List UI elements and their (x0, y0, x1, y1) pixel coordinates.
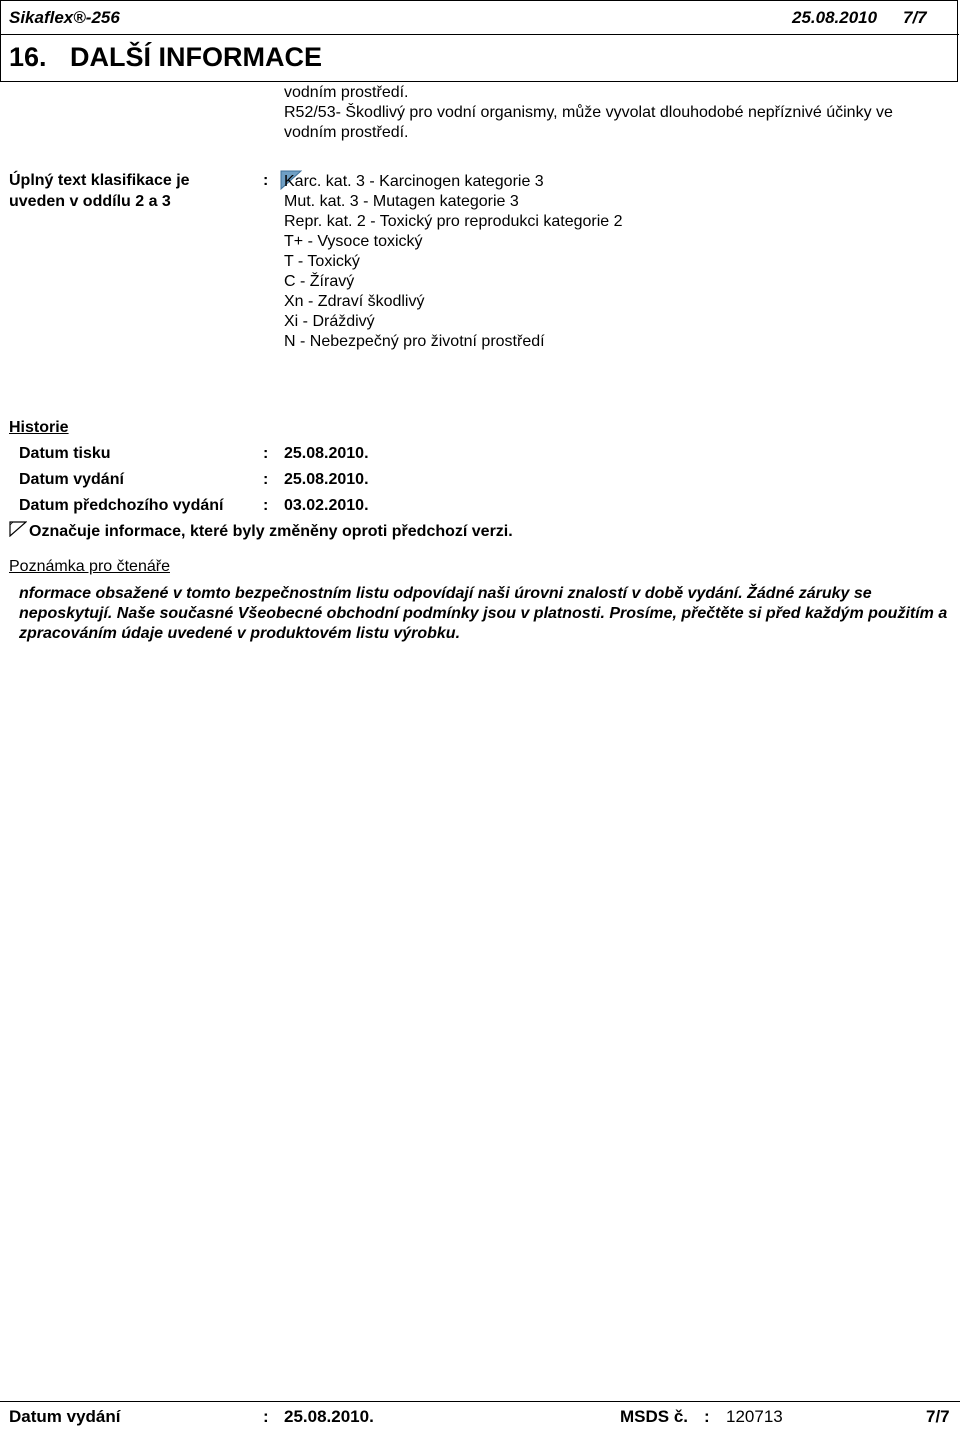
footer-box (0, 1401, 960, 1438)
classification-list (284, 172, 623, 352)
r-phrase-line-2: R52/53- Škodlivý pro vodní organismy, může vyvolat dlouhodobé nepříznivé účinky ve (284, 104, 893, 121)
footer-page-number: 7/7 (926, 1407, 950, 1426)
classification-label-line-1: Úplný text klasifikace je (9, 172, 190, 189)
classification-colon: : (263, 172, 269, 189)
history-heading: Historie (9, 419, 69, 436)
change-marker-legend: Označuje informace, které byly změněny oproti předchozí verzi. (29, 523, 513, 540)
history-value-print-date: 25.08.2010. (284, 445, 369, 462)
r-phrase-line-1: vodním prostředí. (284, 84, 409, 101)
classification-item: N - Nebezpečný pro životní prostředí (284, 333, 545, 350)
footer-issue-label: Datum vydání (9, 1407, 121, 1426)
history-colon: : (263, 445, 269, 462)
footer-msds-label: MSDS č. (620, 1407, 689, 1426)
footer-msds-colon: : (704, 1407, 710, 1426)
footer-msds-number: 120713 (726, 1407, 783, 1426)
header-date: 25.08.2010 (792, 8, 878, 27)
r-phrase-line-3: vodním prostředí. (284, 124, 409, 141)
classification-label-line-2: uveden v oddílu 2 a 3 (9, 193, 171, 210)
classification-item: Karc. kat. 3 - Karcinogen kategorie 3 (284, 173, 544, 190)
footer-colon: : (263, 1407, 269, 1426)
classification-item: C - Žíravý (284, 273, 355, 290)
classification-item: Xi - Dráždivý (284, 313, 375, 330)
history-label-issue-date: Datum vydání (19, 471, 124, 488)
history-label-print-date: Datum tisku (19, 445, 111, 462)
reader-note-text: nformace obsažené v tomto bezpečnostním listu odpovídají naši úrovni znalostí v době vydání. Žádné záruky se neposkytují. Naše současné Všeobecné obchodní podmínky jsou v platnosti. Prosíme, přečtěte si před každým použitím a zpracováním údaje uvedené v produktovém listu výrobku. (19, 585, 948, 642)
change-marker-legend-icon (9, 521, 27, 537)
classification-item: Mut. kat. 3 - Mutagen kategorie 3 (284, 193, 519, 210)
history-value-previous-date: 03.02.2010. (284, 497, 369, 514)
history-colon: : (263, 471, 269, 488)
history-colon: : (263, 497, 269, 514)
product-name: Sikaflex®-256 (9, 8, 120, 27)
history-value-issue-date: 25.08.2010. (284, 471, 369, 488)
header-page-number: 7/7 (903, 8, 927, 27)
classification-item: Repr. kat. 2 - Toxický pro reprodukci kategorie 2 (284, 213, 623, 230)
classification-item: Xn - Zdraví škodlivý (284, 293, 425, 310)
reader-note-heading: Poznámka pro čtenáře (9, 558, 170, 575)
section-title: DALŠÍ INFORMACE (70, 42, 322, 72)
history-label-previous-date: Datum předchozího vydání (19, 497, 224, 514)
classification-item: T - Toxický (284, 253, 360, 270)
classification-item: T+ - Vysoce toxický (284, 233, 423, 250)
section-number: 16. (9, 42, 47, 72)
footer-issue-date: 25.08.2010. (284, 1407, 374, 1426)
